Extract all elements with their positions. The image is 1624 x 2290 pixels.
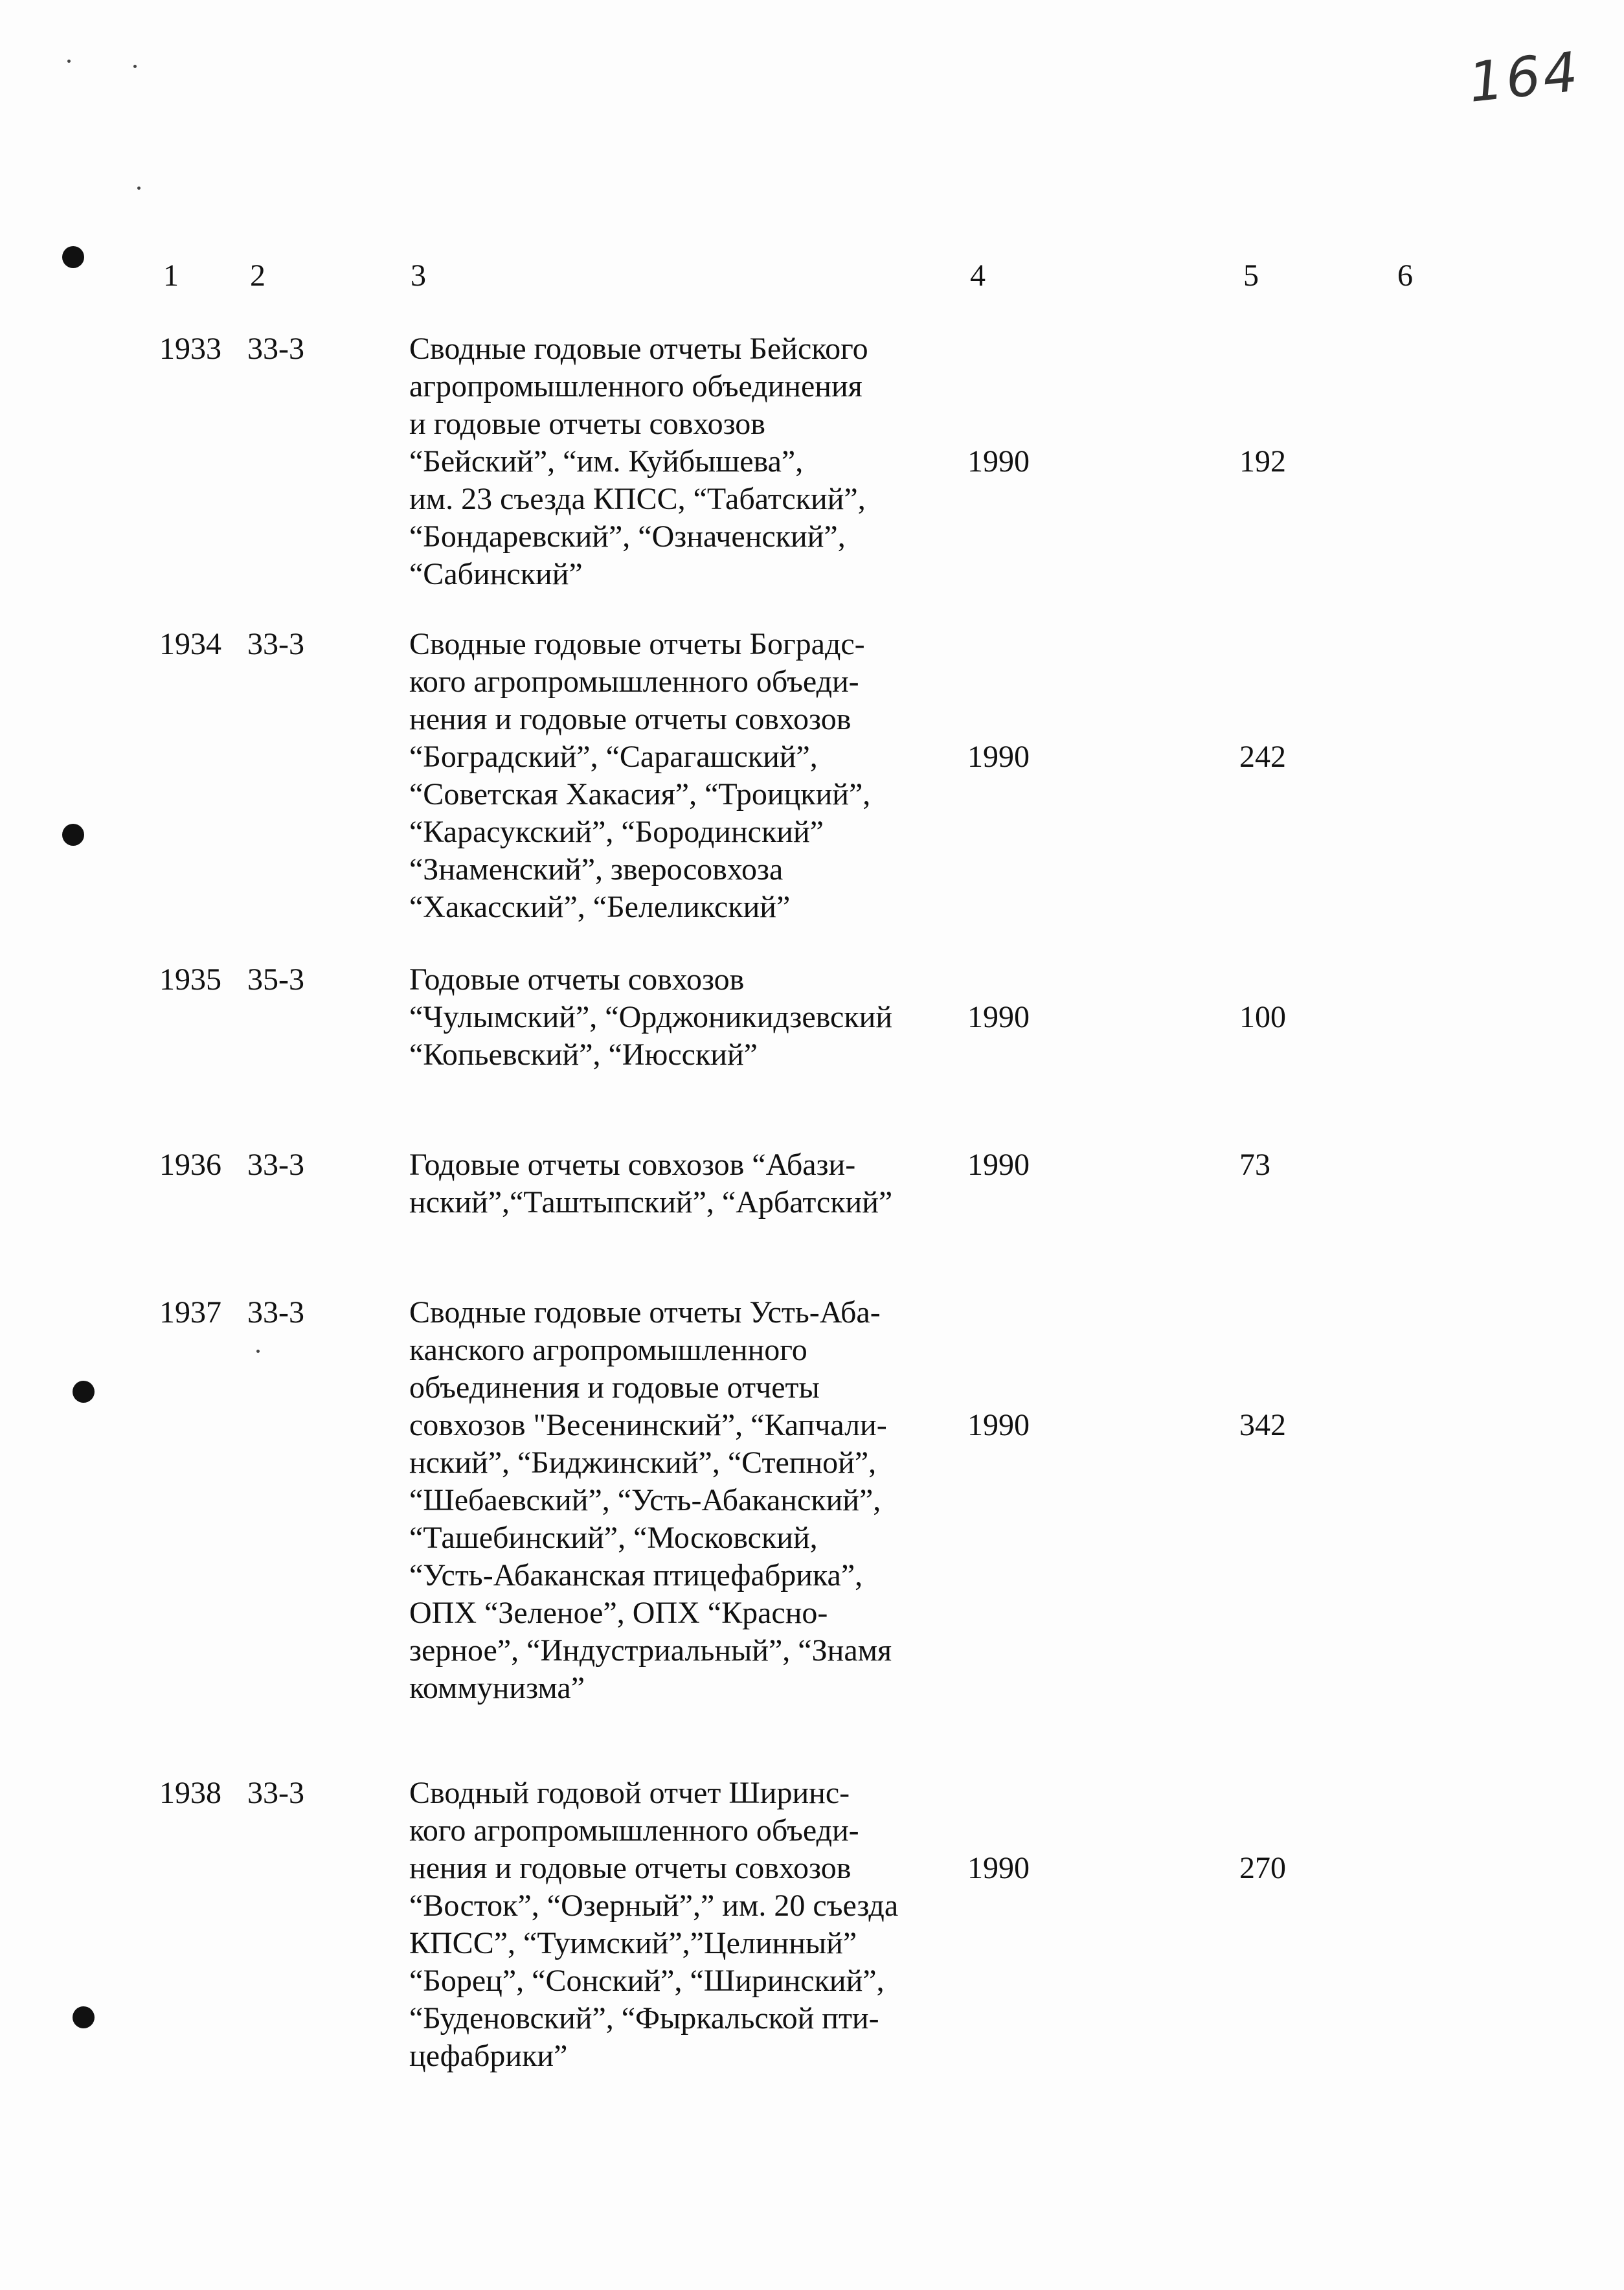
record-title: [409, 961, 953, 1074]
column-header-row: [0, 258, 1624, 297]
record-year: 1990: [967, 740, 1030, 774]
title-line: “Буденовский”, “Фыркальской пти-: [409, 2001, 879, 2035]
scan-speck: [67, 60, 71, 63]
title-line: КПСС”, “Туимский”,”Целинный”: [409, 1926, 857, 1960]
record-number: 1934: [159, 627, 221, 661]
title-line: канского агропромышленного: [409, 1333, 807, 1367]
title-line: Годовые отчеты совхозов “Абази-: [409, 1148, 856, 1182]
scan-speck: [137, 187, 141, 190]
title-line: агропромышленного объединения: [409, 369, 863, 403]
record-number: 1935: [159, 962, 221, 997]
record-sheet-count: 100: [1239, 1000, 1286, 1034]
title-line: “Восток”, “Озерный”,” им. 20 съезда: [409, 1888, 899, 1923]
title-line: нский”,“Таштыпский”, “Арбатский”: [409, 1185, 893, 1219]
title-line: “Усть-Абаканская птицефабрика”,: [409, 1558, 863, 1593]
title-line: и годовые отчеты совхозов: [409, 407, 765, 441]
title-line: ОПХ “Зеленое”, ОПХ “Красно-: [409, 1596, 828, 1630]
title-line: “Бондаревский”, “Означенский”,: [409, 519, 846, 554]
record-year: 1990: [967, 444, 1030, 479]
record-sheet-count: 270: [1239, 1851, 1286, 1885]
punch-hole: [62, 824, 84, 846]
record-code: 35-3: [247, 962, 304, 997]
title-line: Сводные годовые отчеты Боградс-: [409, 627, 865, 661]
record-code: 33-3: [247, 1295, 304, 1330]
title-line: “Ташебинский”, “Московский,: [409, 1521, 818, 1555]
record-number: 1938: [159, 1776, 221, 1810]
record-number: 1937: [159, 1295, 221, 1330]
title-line: объединения и годовые отчеты: [409, 1370, 820, 1405]
record-title: [409, 1294, 953, 1707]
title-line: Сводный годовой отчет Ширинс-: [409, 1776, 850, 1810]
title-line: нения и годовые отчеты совхозов: [409, 1851, 851, 1885]
record-number: 1936: [159, 1148, 221, 1182]
record-year: 1990: [967, 1408, 1030, 1442]
title-line: “Боградский”, “Сарагашский”,: [409, 740, 818, 774]
title-line: кого агропромышленного объеди-: [409, 1813, 859, 1848]
record-title: [409, 626, 953, 926]
title-line: “Хакасский”, “Белеликский”: [409, 890, 791, 924]
title-line: “Борец”, “Сонский”, “Ширинский”,: [409, 1964, 885, 1998]
title-line: коммунизма”: [409, 1671, 585, 1705]
record-code: 33-3: [247, 332, 304, 366]
record-code: 33-3: [247, 1776, 304, 1810]
title-line: Сводные годовые отчеты Усть-Аба-: [409, 1295, 881, 1330]
title-line: кого агропромышленного объеди-: [409, 664, 859, 699]
title-line: “Чулымский”, “Орджоникидзевский: [409, 1000, 893, 1034]
record-code: 33-3: [247, 1148, 304, 1182]
column-header-3: 3: [411, 258, 426, 293]
record-title: [409, 330, 953, 593]
record-sheet-count: 192: [1239, 444, 1286, 479]
record-year: 1990: [967, 1851, 1030, 1885]
title-line: “Знаменский”, зверосовхоза: [409, 852, 784, 887]
punch-hole: [73, 1381, 95, 1403]
record-code: 33-3: [247, 627, 304, 661]
title-line: “Шебаевский”, “Усть-Абаканский”,: [409, 1483, 881, 1517]
title-line: “Карасукский”, “Бородинский”: [409, 815, 824, 849]
column-header-4: 4: [970, 258, 986, 293]
column-header-1: 1: [163, 258, 179, 293]
title-line: зерное”, “Индустриальный”, “Знамя: [409, 1633, 892, 1668]
record-year: 1990: [967, 1000, 1030, 1034]
column-header-5: 5: [1243, 258, 1259, 293]
record-number: 1933: [159, 332, 221, 366]
title-line: “Советская Хакасия”, “Троицкий”,: [409, 777, 871, 811]
title-line: цефабрики”: [409, 2039, 568, 2073]
scan-speck: [256, 1350, 260, 1353]
record-title: [409, 1774, 953, 2075]
title-line: “Бейский”, “им. Куйбышева”,: [409, 444, 804, 479]
record-sheet-count: 242: [1239, 740, 1286, 774]
title-line: им. 23 съезда КПСС, “Табатский”,: [409, 482, 866, 516]
title-line: совхозов "Весенинский”, “Капчали-: [409, 1408, 887, 1442]
punch-hole: [73, 2006, 95, 2028]
handwritten-page-number: 164: [1465, 40, 1583, 115]
scan-speck: [133, 65, 137, 68]
column-header-6: 6: [1397, 258, 1413, 293]
title-line: нения и годовые отчеты совхозов: [409, 702, 851, 736]
record-title: [409, 1146, 953, 1221]
record-sheet-count: 73: [1239, 1148, 1270, 1182]
title-line: “Сабинский”: [409, 557, 583, 591]
title-line: нский”, “Биджинский”, “Степной”,: [409, 1445, 877, 1480]
record-sheet-count: 342: [1239, 1408, 1286, 1442]
title-line: “Копьевский”, “Июсский”: [409, 1037, 758, 1072]
column-header-2: 2: [250, 258, 265, 293]
title-line: Сводные годовые отчеты Бейского: [409, 332, 868, 366]
title-line: Годовые отчеты совхозов: [409, 962, 745, 997]
record-year: 1990: [967, 1148, 1030, 1182]
